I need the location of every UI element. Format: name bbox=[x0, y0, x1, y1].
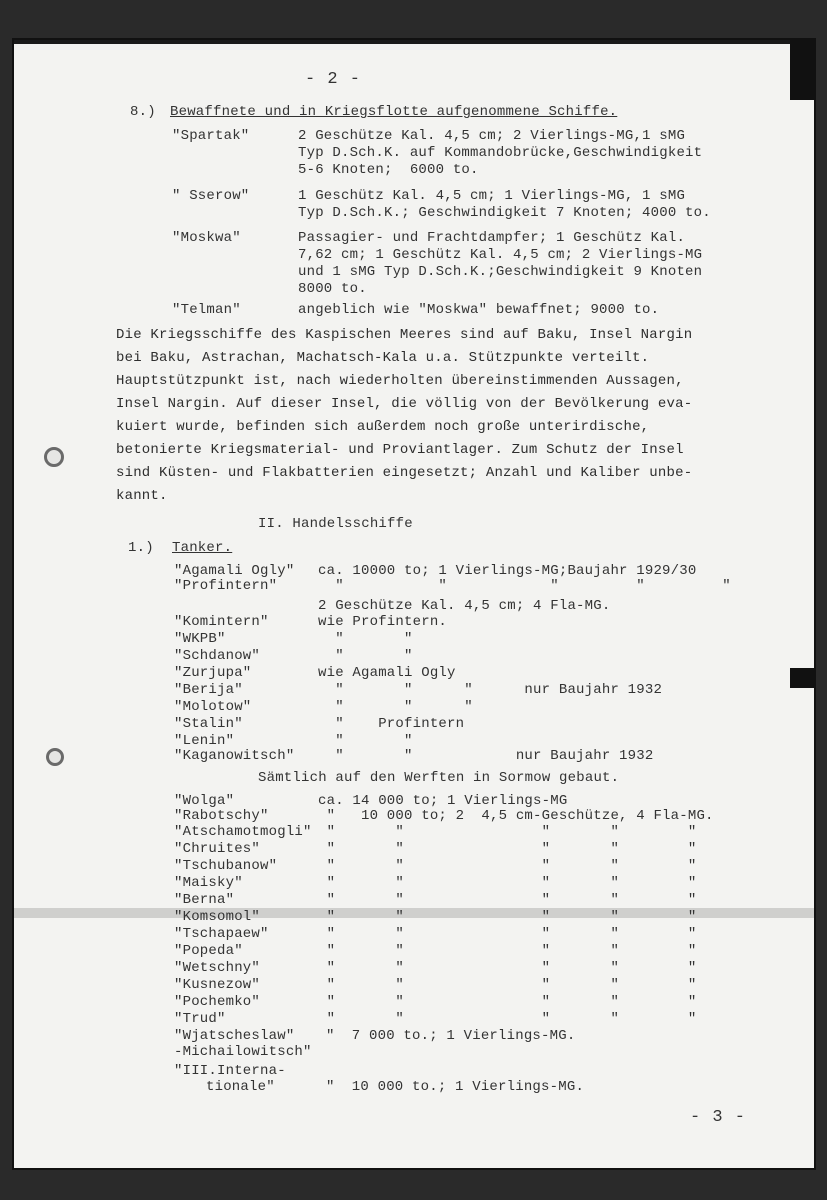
punch-hole-lower bbox=[46, 748, 64, 766]
built-note: Sämtlich auf den Werften in Sormow gebaut. bbox=[258, 770, 620, 786]
subsection-number: 1.) bbox=[128, 540, 154, 556]
tanker-detail: " " nur Baujahr 1932 bbox=[318, 748, 654, 764]
tanker-detail: ca. 10000 to; 1 Vierlings-MG;Baujahr 1929/30 bbox=[318, 563, 697, 579]
tanker-name: "Lenin" bbox=[174, 733, 235, 749]
ship-name: " Sserow" bbox=[172, 188, 250, 204]
tanker-name: "Zurjupa" bbox=[174, 665, 252, 681]
tanker-detail: wie Agamali Ogly bbox=[318, 665, 456, 681]
tanker-name: tionale" bbox=[206, 1079, 275, 1095]
page-number-top: - 2 - bbox=[305, 70, 362, 89]
edge-mark bbox=[790, 668, 814, 688]
tanker-name: "Maisky" bbox=[174, 875, 243, 891]
ship-detail: Typ D.Sch.K. auf Kommandobrücke,Geschwindigkeit bbox=[298, 145, 703, 161]
tanker-name: "Wolga" bbox=[174, 793, 235, 809]
tanker-detail: " " bbox=[318, 648, 413, 664]
tanker-name: "Berija" bbox=[174, 682, 243, 698]
tanker-name: "Berna" bbox=[174, 892, 235, 908]
paragraph-line: kannt. bbox=[116, 488, 168, 504]
tanker-name: "Agamali Ogly" bbox=[174, 563, 295, 579]
ship-name: "Spartak" bbox=[172, 128, 250, 144]
tanker-detail: " " " " " bbox=[318, 578, 731, 594]
tanker-detail: " " " " " bbox=[318, 960, 697, 976]
ship-detail: Passagier- und Frachtdampfer; 1 Geschütz Kal. bbox=[298, 230, 686, 246]
paragraph-line: Hauptstützpunkt ist, nach wiederholten übereinstimmenden Aussagen, bbox=[116, 373, 684, 389]
section-II-heading: II. Handelsschiffe bbox=[258, 516, 413, 532]
tanker-detail: " " " " " bbox=[318, 926, 697, 942]
section-8-heading: Bewaffnete und in Kriegsflotte aufgenommene Schiffe. bbox=[170, 104, 618, 120]
tanker-name: "Rabotschy" bbox=[174, 808, 269, 824]
tanker-name: "Stalin" bbox=[174, 716, 243, 732]
paragraph-line: betonierte Kriegsmaterial- und Proviantlager. Zum Schutz der Insel bbox=[116, 442, 684, 458]
tanker-detail: " 7 000 to.; 1 Vierlings-MG. bbox=[326, 1028, 576, 1044]
tanker-detail: " " " " " bbox=[318, 824, 697, 840]
tanker-detail: 2 Geschütze Kal. 4,5 cm; 4 Fla-MG. bbox=[318, 598, 611, 614]
tanker-name: "Popeda" bbox=[174, 943, 243, 959]
subsection-heading: Tanker. bbox=[172, 540, 233, 556]
tanker-detail: " " bbox=[318, 631, 413, 647]
punch-hole-upper bbox=[44, 447, 64, 467]
paragraph-line: sind Küsten- und Flakbatterien eingesetzt; Anzahl und Kaliber unbe- bbox=[116, 465, 693, 481]
ship-detail: 5-6 Knoten; 6000 to. bbox=[298, 162, 479, 178]
ship-name: "Telman" bbox=[172, 302, 241, 318]
tanker-name: "Chruites" bbox=[174, 841, 261, 857]
tanker-name: "Pochemko" bbox=[174, 994, 261, 1010]
page-number-bottom: - 3 - bbox=[690, 1108, 747, 1127]
tanker-detail: " 10 000 to; 2 4,5 cm-Geschütze, 4 Fla-MG. bbox=[318, 808, 714, 824]
tanker-name: "Profintern" bbox=[174, 578, 278, 594]
tanker-detail: " " bbox=[318, 733, 413, 749]
tanker-detail: " " " " " bbox=[318, 994, 697, 1010]
paragraph-line: Die Kriegsschiffe des Kaspischen Meeres sind auf Baku, Insel Nargin bbox=[116, 327, 693, 343]
tanker-name: "Trud" bbox=[174, 1011, 226, 1027]
tanker-detail: " " " " " bbox=[318, 1011, 697, 1027]
ship-detail: und 1 sMG Typ D.Sch.K.;Geschwindigkeit 9 Knoten bbox=[298, 264, 703, 280]
ship-name: "Moskwa" bbox=[172, 230, 241, 246]
tanker-name: "Tschapaew" bbox=[174, 926, 269, 942]
tanker-detail: " " " bbox=[318, 699, 473, 715]
tanker-detail: " " " " " bbox=[318, 977, 697, 993]
tanker-detail: wie Profintern. bbox=[318, 614, 448, 630]
tanker-name: "Kusnezow" bbox=[174, 977, 261, 993]
tanker-name: "Komsomol" bbox=[174, 909, 261, 925]
section-8-number: 8.) bbox=[130, 104, 156, 120]
tanker-detail: " 10 000 to.; 1 Vierlings-MG. bbox=[326, 1079, 585, 1095]
tanker-name: "Tschubanow" bbox=[174, 858, 278, 874]
tanker-detail: " " " nur Baujahr 1932 bbox=[318, 682, 663, 698]
tanker-name: "Komintern" bbox=[174, 614, 269, 630]
tanker-detail: ca. 14 000 to; 1 Vierlings-MG bbox=[318, 793, 568, 809]
tanker-detail: " " " " " bbox=[318, 875, 697, 891]
ship-detail: 8000 to. bbox=[298, 281, 367, 297]
tanker-name: "Wjatscheslaw" bbox=[174, 1028, 295, 1044]
tanker-name: "III.Interna- bbox=[174, 1063, 286, 1079]
tanker-detail: " " " " " bbox=[318, 841, 697, 857]
page-top-edge bbox=[14, 40, 814, 44]
tanker-detail: " " " " " bbox=[318, 858, 697, 874]
ship-detail: angeblich wie "Moskwa" bewaffnet; 9000 to. bbox=[298, 302, 660, 318]
paragraph-line: kuiert wurde, befinden sich außerdem noch große unterirdische, bbox=[116, 419, 650, 435]
tanker-name: "WKPB" bbox=[174, 631, 226, 647]
tanker-name: "Kaganowitsch" bbox=[174, 748, 295, 764]
torn-corner bbox=[790, 40, 814, 100]
tanker-detail: " " " " " bbox=[318, 892, 697, 908]
tanker-detail: " " " " " bbox=[318, 909, 697, 925]
ship-detail: 1 Geschütz Kal. 4,5 cm; 1 Vierlings-MG, 1 sMG bbox=[298, 188, 686, 204]
tanker-name: -Michailowitsch" bbox=[174, 1044, 312, 1060]
tanker-name: "Schdanow" bbox=[174, 648, 261, 664]
ship-detail: 7,62 cm; 1 Geschütz Kal. 4,5 cm; 2 Vierlings-MG bbox=[298, 247, 703, 263]
tanker-name: "Wetschny" bbox=[174, 960, 261, 976]
tanker-detail: " Profintern bbox=[318, 716, 465, 732]
paragraph-line: bei Baku, Astrachan, Machatsch-Kala u.a. Stützpunkte verteilt. bbox=[116, 350, 650, 366]
tanker-name: "Atschamotmogli" bbox=[174, 824, 312, 840]
ship-detail: Typ D.Sch.K.; Geschwindigkeit 7 Knoten; 4000 to. bbox=[298, 205, 711, 221]
tanker-detail: " " " " " bbox=[318, 943, 697, 959]
paragraph-line: Insel Nargin. Auf dieser Insel, die völlig von der Bevölkerung eva- bbox=[116, 396, 693, 412]
ship-detail: 2 Geschütze Kal. 4,5 cm; 2 Vierlings-MG,1 sMG bbox=[298, 128, 686, 144]
tanker-name: "Molotow" bbox=[174, 699, 252, 715]
